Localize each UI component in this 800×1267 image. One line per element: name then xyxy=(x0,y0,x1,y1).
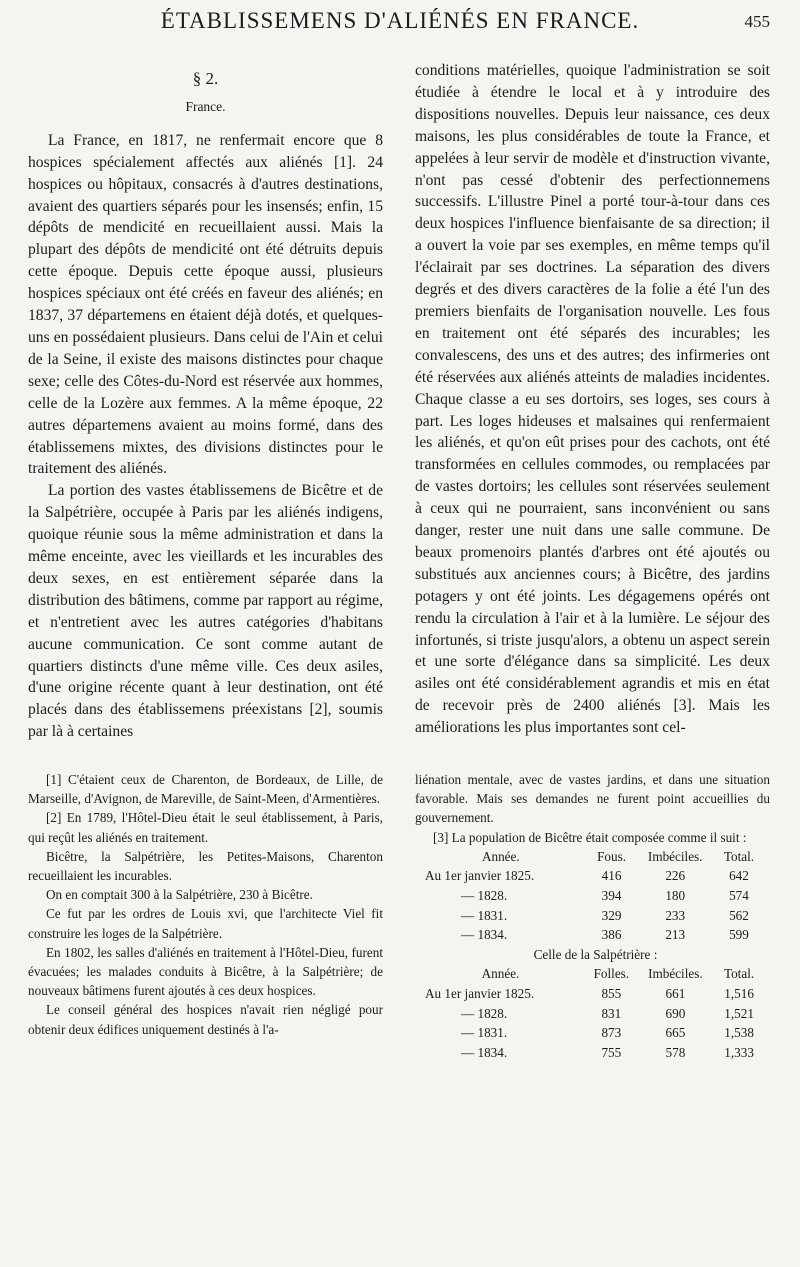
left-column xyxy=(28,60,383,743)
body-paragraph: La portion des vastes établissemens de Bicêtre et de la Salpétrière, occupée à Paris par les aliénés indigens, quoique réunie sous la même administration et dans la même enceinte, avec les vieillards et les incurables des deux sexes, en est entièrement séparée dans la distribution des bâtimens, comme par rapport au régime, et n'entretient avec les autres catégories d'habitans aucune communication. Ce sont comme autant de quartiers distincts d'une même ville. Ces deux asiles, d'une origine récente quant à leur destination, ont été placés dans des établissemens préexistans [2], soumis par là à certaines xyxy=(28,482,383,741)
cell-year: — 1828. xyxy=(461,888,508,903)
cell: 562 xyxy=(729,907,749,923)
table-row xyxy=(421,1023,770,1043)
cell: 1,538 xyxy=(724,1025,754,1041)
cell-year: Au 1er janvier 1825. xyxy=(425,868,535,884)
cell: 661 xyxy=(665,985,686,1001)
col-header: Année. xyxy=(481,966,520,982)
footnote: Ce fut par les ordres de Louis xvi, que l'architecte Viel fit construire les loges de la Salpétrière. xyxy=(28,906,383,941)
cell-year: — 1834. xyxy=(461,1044,508,1060)
col-header: Année. xyxy=(481,848,520,864)
cell: 690 xyxy=(665,1005,686,1021)
body-paragraph: conditions matérielles, quoique l'administration se soit étudiée à étendre le local et à y introduire des dispositions nouvelles. Depuis leur naissance, ces deux maisons, les plus considérables de toute la France, et appelées à leur servir de modèle et d'instruction vivante, n'ont pas cessé d'obtenir des perfectionnemens successifs. L'illustre Pinel a porté tour-à-tour dans ces deux hospices l'influence bienfaisante de sa direction; il a ouvert la voie par ses exemples, en même temps qu'il l'éclairait par ses doctrines. La séparation des divers degrés et des divers caractères de la folie a été l'un des premiers bienfaits de l'organisation nouvelle. Les fous en traitement ont été séparés des incurables; les convalescens, des uns et des autres; des infirmeries ont été réservées aux aliénés atteints de maladies incidentes. Chaque classe a eu ses dortoirs, ses loges, ses cours à part. Les loges hideuses et malsaines qui renfermaient les aliénés, et qu'on eût prises pour des cachots, ont été transformées en cellules commodes, ou remplacées par de vastes dortoirs; les cellules sont réservées seulement à ceux qui ne pourraient, sans inconvénient ou sans danger, rester une nuit dans une salle commune. De beaux promenoirs plantés d'arbres ont été ajoutés ou substitués aux anciennes cours; à Bicêtre, des jardins potagers y ont été joints. Les dégagemens opérés ont rendu la circulation à l'air et à la lumière. Le séjour des infortunés, si triste jusqu'alors, a obtenu un aspect serein et une sorte d'élégance dans sa simplicité. Les deux asiles ont été considérablement agrandis et mis en état de recevoir près de 2400 aliénés [3]. Mais les améliorations les plus importantes sont cel- xyxy=(415,62,770,737)
cell-year: Au 1er janvier 1825. xyxy=(425,985,535,1001)
footnote: [3] La population de Bicêtre était composée comme il suit : xyxy=(433,829,747,845)
cell: 599 xyxy=(729,927,749,943)
footnote: [2] En 1789, l'Hôtel-Dieu était le seul établissement, à Paris, qui reçût les aliénés en traitement. xyxy=(28,810,383,845)
page-number: 455 xyxy=(744,12,770,31)
cell: 233 xyxy=(665,907,686,923)
cell: 855 xyxy=(601,985,622,1001)
running-title: ÉTABLISSEMENS D'ALIÉNÉS EN FRANCE. xyxy=(160,8,640,33)
cell-year: — 1831. xyxy=(461,1025,508,1041)
footnote: [1] C'étaient ceux de Charenton, de Bordeaux, de Lille, de Marseille, d'Avignon, de Mareville, de Saint-Meen, d'Armentières. xyxy=(28,772,383,807)
cell: 1,516 xyxy=(724,985,754,1001)
cell: 1,521 xyxy=(724,1005,754,1021)
cell: 394 xyxy=(601,888,622,903)
table-row xyxy=(421,866,770,886)
cell: 1,333 xyxy=(724,1044,754,1060)
cell: 213 xyxy=(665,927,686,943)
col-header: Total. xyxy=(723,848,755,864)
salpetriere-title: Celle de la Salpétrière : xyxy=(533,946,658,962)
cell-year: — 1831. xyxy=(461,907,508,923)
footnote: Bicêtre, la Salpétrière, les Petites-Maisons, Charenton recueillaient les incurables. xyxy=(28,848,383,884)
cell: 226 xyxy=(665,868,686,884)
table-row xyxy=(421,1004,770,1024)
cell: 416 xyxy=(601,868,622,884)
cell: 329 xyxy=(601,907,622,923)
section-mark: § 2. xyxy=(192,69,219,88)
table-row xyxy=(421,1043,770,1063)
footnote: On en comptait 300 à la Salpétrière, 230 à Bicêtre. xyxy=(46,887,313,903)
cell: 578 xyxy=(665,1044,686,1060)
col-header: Imbéciles. xyxy=(647,848,703,864)
section-title: France. xyxy=(185,98,226,114)
table-row xyxy=(421,906,770,926)
table-row xyxy=(421,886,770,906)
table-row xyxy=(421,925,770,945)
cell-year: — 1828. xyxy=(461,1005,508,1021)
footnote: Le conseil général des hospices n'avait rien négligé pour obtenir deux édifices uniquement destinés à l'a- xyxy=(28,1002,383,1037)
col-header: Imbéciles. xyxy=(648,966,703,982)
cell-year: — 1834. xyxy=(461,927,508,943)
col-header: Fous. xyxy=(597,848,627,864)
cell: 642 xyxy=(729,868,749,884)
cell: 755 xyxy=(601,1044,622,1060)
bicetre-table xyxy=(421,847,770,945)
cell: 574 xyxy=(729,888,749,903)
cell: 831 xyxy=(601,1005,622,1021)
footnotes-left xyxy=(28,770,383,1039)
body-paragraph: La France, en 1817, ne renfermait encore que 8 hospices spécialement affectés aux aliénés [1]. 24 hospices ou hôpitaux, consacrés à d'autres destinations, avaient des quartiers séparés pour les insensés; enfin, 15 dépôts de mendicité en recueillaient aussi. Mais la plupart des dépôts de mendicité ont été détruits depuis cette époque. Depuis cette époque aussi, plusieurs hospices spéciaux ont été créés en faveur des aliénés; en 1837, 37 départemens en étaient déjà dotés, et quelques-uns en possédaient plusieurs. Dans celui de l'Ain et celui de la Seine, il existe des maisons distinctes pour chaque sexe; celle des Côtes-du-Nord est réservée aux hommes, celle de la Lozère aux femmes. A la même époque, 22 autres départemens avaient au moins formé, dans des établissemens mixtes, des divisions distinctes pour le traitement des aliénés. xyxy=(28,131,383,478)
table-header-row xyxy=(421,847,770,867)
right-column xyxy=(415,60,770,739)
salpetriere-table xyxy=(421,964,770,1062)
col-header: Total. xyxy=(723,966,755,982)
footnotes-right xyxy=(415,770,770,1062)
footnote: En 1802, les salles d'aliénés en traitement à l'Hôtel-Dieu, furent évacuées; les malades conduits à Bicêtre, à la Salpétrière; de nouveaux bâtimens furent ajoutés à ces deux hospices. xyxy=(28,944,383,999)
table-row xyxy=(421,984,770,1004)
table-header-row xyxy=(421,964,770,984)
cell: 386 xyxy=(601,927,622,943)
cell: 180 xyxy=(665,888,686,903)
cell: 665 xyxy=(665,1025,686,1041)
col-header: Folles. xyxy=(593,966,630,982)
cell: 873 xyxy=(601,1025,622,1041)
footnote-continuation: liénation mentale, avec de vastes jardins, et dans une situation favorable. Mais ses demandes ne furent point accueillies du gouvernement. xyxy=(415,772,770,826)
